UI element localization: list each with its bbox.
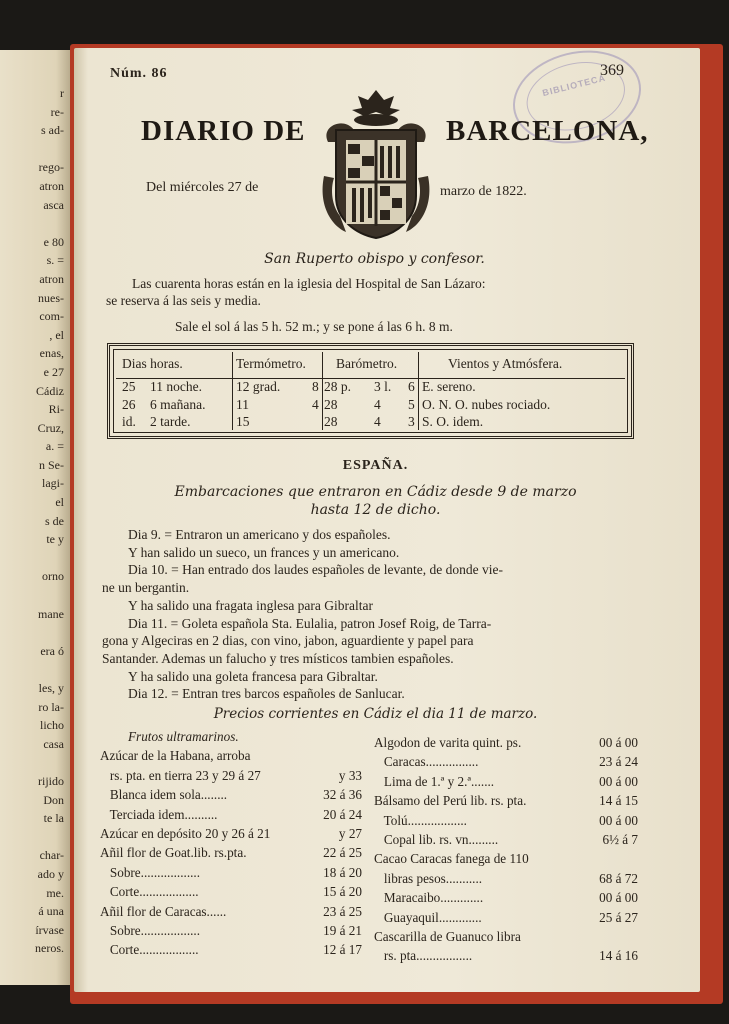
price-row <box>100 882 362 901</box>
price-values: 25 á 27 <box>599 909 638 925</box>
price-values: 18 á 20 <box>323 864 362 880</box>
price-label: Lima de 1.ª y 2.ª....... <box>374 773 495 789</box>
price-row <box>374 869 638 888</box>
left-page-line <box>2 214 64 233</box>
price-label: rs. pta. en tierra 23 y 29 á 27 <box>100 767 261 783</box>
left-page-line: s ad- <box>41 123 64 138</box>
masthead-title-left: DIARIO DE <box>141 115 306 147</box>
weather-baro-points: 3 <box>408 414 415 429</box>
saint-of-day: San Ruperto obispo y confesor. <box>264 251 485 267</box>
left-page-line: s de <box>45 513 64 528</box>
left-page-line: Cruz, <box>37 420 64 435</box>
price-values: 22 á 25 <box>323 845 362 861</box>
left-page-line: á una <box>38 904 64 919</box>
price-label: libras pesos........... <box>374 870 483 886</box>
price-row <box>100 785 362 804</box>
price-row <box>100 766 362 785</box>
weather-day: 26 <box>122 397 136 412</box>
left-page-line: el <box>55 495 64 510</box>
left-page-line <box>2 753 64 772</box>
left-page-line: ado y <box>37 866 64 881</box>
subheading-line-1: Embarcaciones que entraron en Cádiz desde 9 de marzo <box>174 484 577 500</box>
price-values: 19 á 21 <box>323 922 362 938</box>
news-line: Dia 9. = Entraron un americano y dos españoles. <box>128 527 391 542</box>
weather-header-winds: Vientos y Atmósfera. <box>448 356 563 371</box>
left-page-line: asca <box>43 197 64 212</box>
left-page-line: n Se- <box>39 457 64 472</box>
forty-hours-line-2: se reserva á las seis y media. <box>106 293 261 308</box>
price-row <box>374 830 638 849</box>
news-line: Y ha salido una fragata inglesa para Gibraltar <box>128 597 374 613</box>
left-page-line: rego- <box>38 160 64 175</box>
price-values: 32 á 36 <box>323 787 362 803</box>
weather-header-days: Dias horas. <box>122 356 183 371</box>
price-values: y 33 <box>338 767 362 783</box>
price-values: 00 á 00 <box>599 890 638 906</box>
news-line: Dia 10. = Han entrado dos laudes españoles de levante, de donde vie- <box>128 562 503 578</box>
page-number: 369 <box>600 62 624 79</box>
price-row <box>374 752 638 771</box>
price-values: 00 á 00 <box>599 773 638 789</box>
price-label: Sobre.................. <box>100 922 201 938</box>
left-page-line: orno <box>42 569 64 584</box>
weather-temp: 11 <box>236 397 249 412</box>
price-values: 23 á 25 <box>323 903 362 919</box>
price-row <box>100 940 362 959</box>
weather-baro-lines: 4 <box>374 414 381 429</box>
weather-hour: 6 mañana. <box>150 397 206 412</box>
weather-baro-inches: 28 p. <box>324 379 351 394</box>
weather-header-barometer: Barómetro. <box>336 356 398 371</box>
left-page-line: era ó <box>40 643 64 658</box>
left-page-line: atron <box>39 178 64 193</box>
weather-baro-inches: 28 <box>324 414 338 429</box>
price-label: Caracas................ <box>374 754 479 770</box>
left-page-line: les, y <box>38 681 64 695</box>
left-page-line: com- <box>39 309 64 324</box>
left-page-line: me. <box>46 885 64 900</box>
left-page-line <box>2 828 64 847</box>
weather-temp-fraction: 4 <box>312 397 319 412</box>
price-values: 23 á 24 <box>599 754 638 770</box>
weather-col-divider <box>232 352 233 430</box>
issue-number: Núm. 86 <box>110 66 168 81</box>
price-row <box>374 927 638 946</box>
weather-hour: 2 tarde. <box>150 414 191 429</box>
left-page-line <box>2 549 64 568</box>
price-label: Cascarilla de Guanuco libra <box>374 928 521 944</box>
price-label: Azúcar de la Habana, arroba <box>100 748 251 764</box>
subheading-line-2: hasta 12 de dicho. <box>310 502 441 518</box>
price-row <box>100 863 362 882</box>
weather-baro-lines: 4 <box>374 397 381 412</box>
price-label: Copal lib. rs. vn......... <box>374 831 499 847</box>
price-values: 20 á 24 <box>323 806 362 822</box>
left-page-text <box>2 84 64 958</box>
left-page-line: casa <box>43 736 64 751</box>
stamp-text: BIBLIOTECA <box>541 72 607 99</box>
price-label: Algodon de varita quint. ps. <box>374 735 522 750</box>
masthead-title-right: BARCELONA, <box>446 115 649 147</box>
price-label: Cacao Caracas fanega de 110 <box>374 851 529 867</box>
price-row <box>374 811 638 830</box>
left-page-line: licho <box>40 718 64 733</box>
left-page-line: Ri- <box>48 402 64 417</box>
weather-header-thermometer: Termómetro. <box>236 356 306 371</box>
price-row <box>374 946 638 965</box>
price-label: rs. pta................. <box>374 948 473 964</box>
price-label: Maracaibo............. <box>374 890 484 906</box>
weather-wind: S. O. idem. <box>422 414 484 429</box>
price-label: Guayaquil............. <box>374 909 482 925</box>
left-page-line <box>2 140 64 159</box>
price-row <box>374 733 638 752</box>
price-row <box>100 727 362 746</box>
weather-temp: 15 <box>236 414 250 429</box>
left-page-line: s. = <box>46 253 64 268</box>
price-values: 14 á 16 <box>599 948 638 964</box>
weather-baro-lines: 3 l. <box>374 379 392 394</box>
left-page-line: neros. <box>35 941 64 956</box>
prices-right-column <box>374 733 638 966</box>
weather-hour: 11 noche. <box>150 379 202 394</box>
news-line: Dia 12. = Entran tres barcos españoles de Sanlucar. <box>128 686 405 702</box>
weather-temp: 12 grad. <box>236 379 281 394</box>
left-page-line: atron <box>39 271 64 286</box>
left-page-line: e 80 <box>43 234 64 249</box>
prices-title: Precios corrientes en Cádiz el dia 11 de marzo. <box>213 706 538 722</box>
price-label: Blanca idem sola........ <box>100 787 228 803</box>
news-line: Santander. Ademas un falucho y tres místicos tambien españoles. <box>102 650 454 666</box>
left-page-line: ro la- <box>38 699 64 714</box>
sunrise-sunset: Sale el sol á las 5 h. 52 m.; y se pone á las 6 h. 8 m. <box>175 319 453 334</box>
left-page-line: nues- <box>38 290 64 305</box>
coat-of-arms-icon <box>318 86 434 242</box>
left-page-line: Don <box>43 792 64 807</box>
left-page-line: a. = <box>45 439 64 454</box>
price-row <box>374 908 638 927</box>
news-line: gona y Algeciras en 2 dias, con vino, jabon, aguardiente y papel para <box>102 633 474 649</box>
weather-baro-points: 5 <box>408 397 415 412</box>
left-page-line: te la <box>43 811 64 826</box>
price-values: 00 á 00 <box>599 812 638 828</box>
weather-baro-inches: 28 <box>324 397 338 412</box>
left-page-line: írvase <box>35 922 64 937</box>
price-values: 6½ á 7 <box>602 831 638 847</box>
price-label: Sobre.................. <box>100 864 201 880</box>
weather-col-divider <box>322 352 323 430</box>
left-page-line: enas, <box>39 346 64 361</box>
price-label: Corte.................. <box>100 884 199 900</box>
price-values: y 27 <box>338 825 362 841</box>
price-label: Terciada idem.......... <box>100 806 218 822</box>
price-row <box>374 888 638 907</box>
price-row <box>374 849 638 868</box>
price-label: Frutos ultramarinos. <box>128 729 239 744</box>
left-page-line: , el <box>49 327 64 342</box>
price-label: Añil flor de Caracas...... <box>100 903 227 919</box>
date-right: marzo de 1822. <box>440 184 527 199</box>
date-left: Del miércoles 27 de <box>146 180 259 195</box>
price-label: Bálsamo del Perú lib. rs. pta. <box>374 793 527 809</box>
price-row <box>100 902 362 921</box>
price-label: Añil flor de Goat.lib. rs.pta. <box>100 845 247 861</box>
left-page-line: Cádiz <box>36 383 64 398</box>
price-values: 12 á 17 <box>323 942 362 958</box>
weather-header-rule <box>116 378 625 379</box>
section-heading: ESPAÑA. <box>342 458 409 473</box>
left-page-line: e 27 <box>43 364 64 379</box>
left-page-line: re- <box>50 104 64 119</box>
forty-hours-line-1: Las cuarenta horas están en la iglesia del Hospital de San Lázaro: <box>132 276 486 291</box>
news-line: Dia 11. = Goleta española Sta. Eulalia, patron Josef Roig, de Tarra- <box>128 615 492 631</box>
price-values: 14 á 15 <box>599 793 638 809</box>
price-label: Azúcar en depósito 20 y 26 á 21 <box>100 825 271 841</box>
news-line: Y han salido un sueco, un frances y un americano. <box>128 544 400 560</box>
left-page-line: char- <box>39 848 64 863</box>
left-page-line <box>2 660 64 679</box>
weather-temp-fraction: 8 <box>312 379 319 394</box>
prices-left-column <box>100 727 362 960</box>
weather-table <box>107 343 634 439</box>
shipping-news <box>102 526 642 703</box>
left-page-line: te y <box>46 532 64 547</box>
weather-wind: O. N. O. nubes rociado. <box>422 397 551 412</box>
price-values: 00 á 00 <box>599 735 638 750</box>
weather-wind: E. sereno. <box>422 379 476 394</box>
weather-day: 25 <box>122 379 136 394</box>
price-row <box>100 824 362 843</box>
price-row <box>100 921 362 940</box>
left-page-line <box>2 586 64 605</box>
price-row <box>374 791 638 810</box>
news-line: Y ha salido una goleta francesa para Gibraltar. <box>128 668 378 684</box>
left-page-line: lagi- <box>42 476 64 491</box>
left-page-line: rijido <box>38 773 64 788</box>
left-page-line <box>2 623 64 642</box>
news-line: ne un bergantin. <box>102 580 190 596</box>
price-label: Corte.................. <box>100 942 199 958</box>
left-page-line: r <box>60 86 64 100</box>
price-row <box>374 772 638 791</box>
price-label: Tolú.................. <box>374 812 467 828</box>
weather-baro-points: 6 <box>408 379 415 394</box>
price-row <box>100 805 362 824</box>
price-row <box>100 843 362 862</box>
weather-col-divider <box>418 352 419 430</box>
weather-day: id. <box>122 414 136 429</box>
left-page-line: mane <box>38 606 64 621</box>
price-values: 68 á 72 <box>599 870 638 886</box>
price-row <box>100 746 362 765</box>
price-values: 15 á 20 <box>323 884 362 900</box>
